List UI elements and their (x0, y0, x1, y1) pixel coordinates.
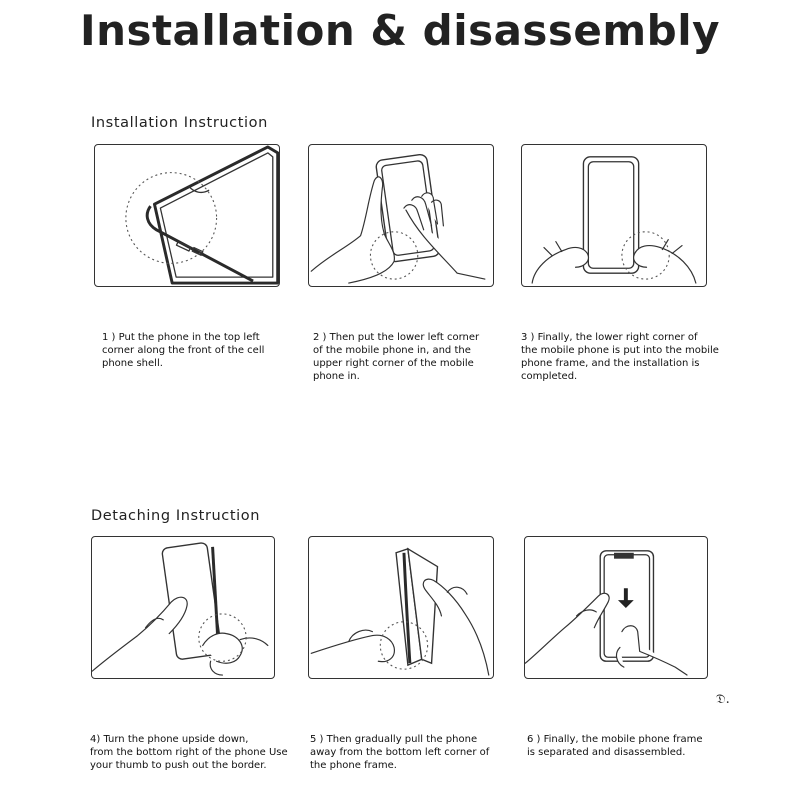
installation-step-3-caption (521, 331, 719, 383)
caption-line: 2 ) Then put the lower left corner (313, 332, 480, 343)
installation-step-1-caption (102, 331, 264, 370)
caption-line: 1 ) Put the phone in the top left (102, 332, 260, 343)
detaching-step-4-illustration (91, 536, 275, 679)
installation-step-2-caption (313, 331, 479, 383)
caption-line: corner along the front of the cell (102, 345, 265, 356)
caption-line: 3 ) Finally, the lower right corner of (521, 332, 698, 343)
caption-line: your thumb to push out the border. (90, 760, 267, 771)
caption-line: the phone frame. (310, 760, 397, 771)
caption-line: from the bottom right of the phone Use (90, 747, 288, 758)
caption-line: of the mobile phone in, and the (313, 345, 471, 356)
caption-line: upper right corner of the mobile (313, 358, 474, 369)
caption-line: 4) Turn the phone upside down, (90, 734, 249, 745)
detaching-step-4-caption (90, 733, 288, 772)
caption-line: is separated and disassembled. (527, 747, 686, 758)
installation-heading: Installation Instruction (91, 115, 268, 131)
detaching-step-6-caption (527, 733, 703, 759)
corner-mark: 𝔇. (716, 692, 730, 707)
caption-line: phone shell. (102, 358, 163, 369)
caption-line: phone in. (313, 371, 360, 382)
detaching-step-5-caption (310, 733, 489, 772)
detaching-step-5-illustration (308, 536, 494, 679)
caption-line: the mobile phone is put into the mobile (521, 345, 719, 356)
caption-line: 5 ) Then gradually pull the phone (310, 734, 478, 745)
caption-line: completed. (521, 371, 578, 382)
installation-step-1-illustration (94, 144, 280, 287)
installation-step-2-illustration (308, 144, 494, 287)
installation-step-3-illustration (521, 144, 707, 287)
page-title: Installation & disassembly (79, 6, 721, 55)
detaching-step-6-illustration (524, 536, 708, 679)
detaching-heading: Detaching Instruction (91, 508, 261, 524)
caption-line: 6 ) Finally, the mobile phone frame (527, 734, 703, 745)
caption-line: away from the bottom left corner of (310, 747, 490, 758)
caption-line: phone frame, and the installation is (521, 358, 700, 369)
